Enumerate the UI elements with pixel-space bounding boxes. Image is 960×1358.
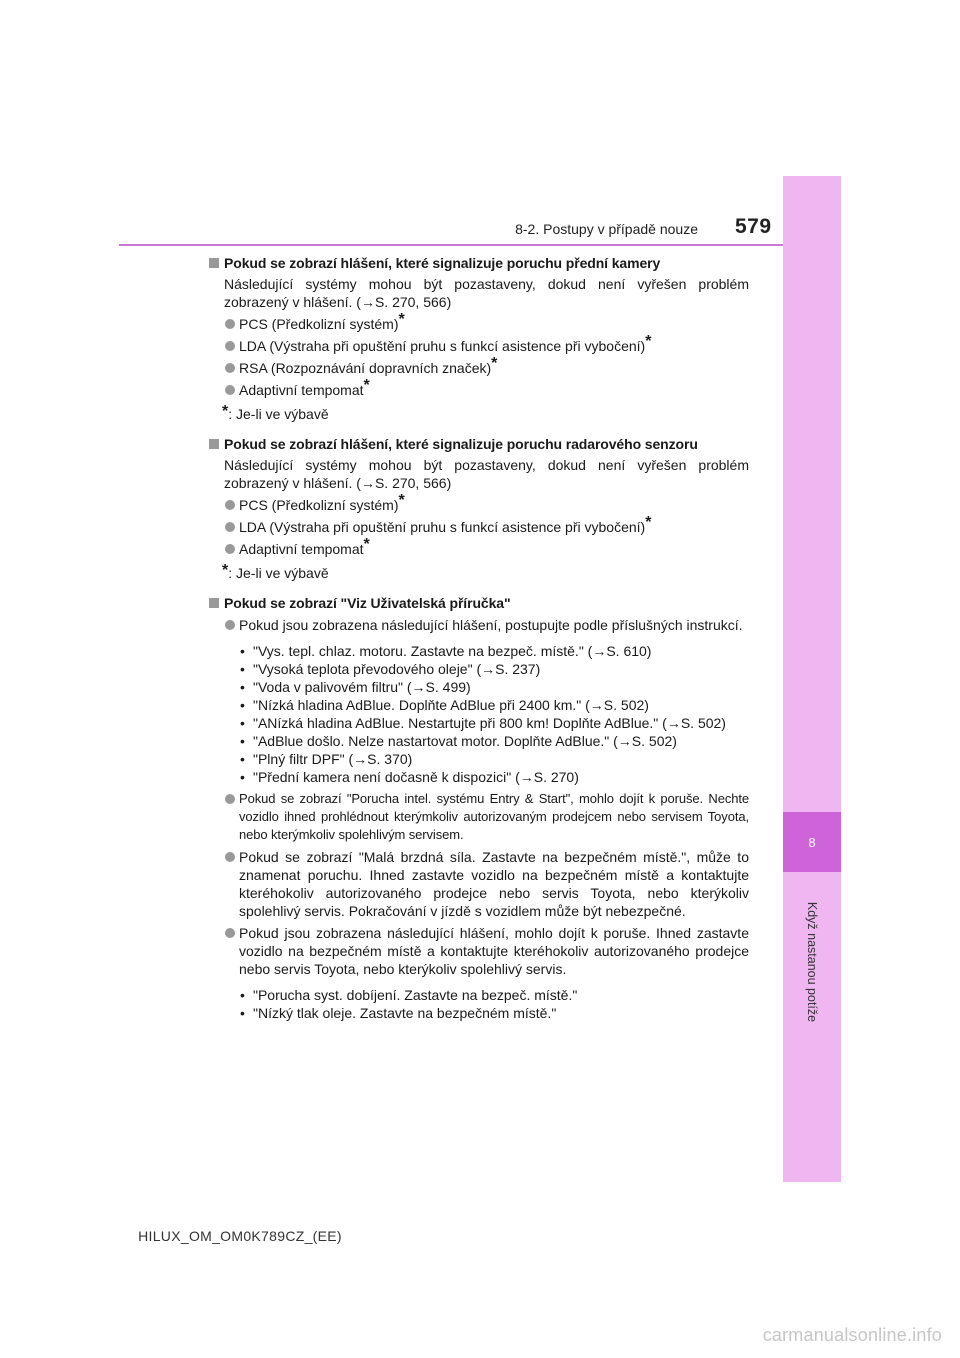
- watermark: carmanualsonline.info: [762, 1325, 942, 1345]
- message-item: • "ANízká hladina AdBlue. Nestartujte při 800 km! Doplňte AdBlue." (→S. 502): [239, 714, 749, 732]
- footnote-marker: *: [491, 355, 498, 372]
- list-item: LDA (Výstraha při opuštění pruhu s funkcí asistence při vybočení)*: [224, 518, 749, 536]
- circle-bullet-icon: [225, 794, 235, 804]
- document-code: HILUX_OM_OM0K789CZ_(EE): [138, 1228, 342, 1244]
- list-item: Pokud jsou zobrazena následující hlášení, postupujte podle příslušných instrukcí.: [224, 616, 749, 634]
- footnote-marker: *: [645, 333, 652, 350]
- page-content: [209, 254, 749, 1022]
- circle-bullet-icon: [225, 341, 235, 351]
- chapter-tab-label: Když nastanou potíže: [805, 901, 819, 1023]
- chapter-side-tab: [783, 176, 841, 1182]
- heading-camera: Pokud se zobrazí hlášení, které signalizuje poruchu přední kamery: [209, 254, 749, 272]
- list-item: Pokud jsou zobrazena následující hlášení, mohlo dojít k poruše. Ihned zastavte vozidlo na bezpečném místě a kontaktujte kteréhokoliv autorizovaného prodejce nebo servis Toyota, nebo kterýkoliv spolehlivý servis.: [224, 924, 749, 978]
- list-item: Adaptivní tempomat*: [224, 540, 749, 558]
- list-item: PCS (Předkolizní systém)*: [224, 496, 749, 514]
- list-item: PCS (Předkolizní systém)*: [224, 315, 749, 333]
- section-title: 8-2. Postupy v případě nouze: [515, 221, 698, 237]
- footnote-marker: *: [363, 536, 370, 553]
- list-item: Adaptivní tempomat*: [224, 381, 749, 399]
- message-item: • "Nízká hladina AdBlue. Doplňte AdBlue při 2400 km." (→S. 502): [239, 696, 749, 714]
- message-list: [239, 986, 749, 1022]
- footnote-marker: *: [363, 377, 370, 394]
- footnote: *: Je-li ve výbavě: [222, 562, 329, 581]
- message-item: • "AdBlue došlo. Nelze nastartovat motor. Doplňte AdBlue." (→S. 502): [239, 732, 749, 750]
- square-bullet-icon: [209, 439, 219, 449]
- list-item: Pokud se zobrazí "Malá brzdná síla. Zastavte na bezpečném místě.", může to znamenat poruchu. Ihned zastavte vozidlo na bezpečném místě a kontaktujte kteréhokoliv autorizovaného prodejce nebo servis Toyota, nebo kterýkoliv spolehlivý servis. Pokračování v jízdě s vozidlem může být nebezpečné.: [224, 848, 749, 920]
- circle-bullet-icon: [225, 500, 235, 510]
- circle-bullet-icon: [225, 620, 235, 630]
- footnote: *: Je-li ve výbavě: [222, 403, 329, 422]
- message-item: • "Přední kamera není dočasně k dispozici" (→S. 270): [239, 768, 749, 786]
- footnote-marker: *: [398, 311, 405, 328]
- message-item: • "Plný filtr DPF" (→S. 370): [239, 750, 749, 768]
- message-list: [239, 642, 749, 786]
- header-divider: [119, 244, 783, 246]
- circle-bullet-icon: [225, 852, 235, 862]
- radar-intro: Následující systémy mohou být pozastaveny, dokud není vyřešen problém zobrazený v hlášení. (→S. 270, 566): [224, 457, 749, 491]
- heading-radar: Pokud se zobrazí hlášení, které signalizuje poruchu radarového senzoru: [209, 435, 749, 453]
- square-bullet-icon: [209, 258, 219, 268]
- message-item: • "Vysoká teplota převodového oleje" (→S. 237): [239, 660, 749, 678]
- circle-bullet-icon: [225, 385, 235, 395]
- camera-intro: Následující systémy mohou být pozastaveny, dokud není vyřešen problém zobrazený v hlášení. (→S. 270, 566): [224, 276, 749, 310]
- list-item: RSA (Rozpoznávání dopravních značek)*: [224, 359, 749, 377]
- list-item: LDA (Výstraha při opuštění pruhu s funkcí asistence při vybočení)*: [224, 337, 749, 355]
- circle-bullet-icon: [225, 363, 235, 373]
- footnote-marker: *: [398, 492, 405, 509]
- message-item: • "Nízký tlak oleje. Zastavte na bezpečném místě.": [239, 1004, 749, 1022]
- circle-bullet-icon: [225, 928, 235, 938]
- list-item: Pokud se zobrazí "Porucha intel. systému Entry & Start", mohlo dojít k poruše. Nechte vozidlo ihned prohlédnout kterýmkoliv autorizovaným prodejcem nebo servisem Toyota, nebo kterýmkoliv spolehlivým servisem.: [224, 790, 749, 844]
- footnote-marker: *: [645, 514, 652, 531]
- circle-bullet-icon: [225, 544, 235, 554]
- chapter-number-badge[interactable]: 8: [783, 812, 841, 872]
- message-item: • "Porucha syst. dobíjení. Zastavte na bezpeč. místě.": [239, 986, 749, 1004]
- square-bullet-icon: [209, 598, 219, 608]
- message-item: • "Vys. tepl. chlaz. motoru. Zastavte na bezpeč. místě." (→S. 610): [239, 642, 749, 660]
- circle-bullet-icon: [225, 522, 235, 532]
- page-number: 579: [735, 215, 772, 238]
- circle-bullet-icon: [225, 319, 235, 329]
- message-item: • "Voda v palivovém filtru" (→S. 499): [239, 678, 749, 696]
- heading-manual: Pokud se zobrazí "Viz Uživatelská příručka": [209, 594, 749, 612]
